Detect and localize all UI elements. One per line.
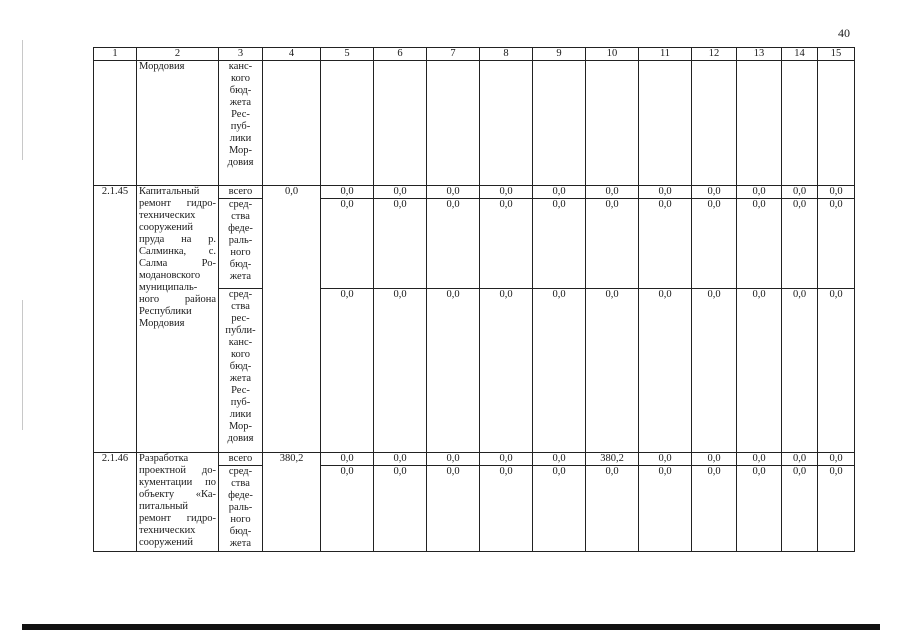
- value-cell: 0,0: [374, 466, 427, 552]
- value-cell: 0,0: [321, 466, 374, 552]
- page-number: 40: [838, 26, 850, 40]
- value-cell: 0,0: [427, 466, 480, 552]
- value-cell: 0,0: [639, 199, 692, 289]
- value-cell: 0,0: [782, 453, 818, 466]
- value-cell: 0,0: [321, 199, 374, 289]
- value-cell: [639, 61, 692, 186]
- value-cell: 0,0: [480, 199, 533, 289]
- value-cell: 0,0: [427, 289, 480, 453]
- value-cell: 0,0: [818, 199, 855, 289]
- code-cell: 2.1.45: [94, 186, 137, 453]
- table-row: [94, 453, 855, 466]
- value-cell: 0,0: [737, 466, 782, 552]
- column-number-cell: 11: [639, 48, 692, 61]
- source-cell: всего: [219, 453, 263, 466]
- column-number-cell: 9: [533, 48, 586, 61]
- value-cell: 0,0: [737, 199, 782, 289]
- value-cell: 0,0: [692, 453, 737, 466]
- value-cell: 0,0: [533, 453, 586, 466]
- value-cell: 0,0: [374, 453, 427, 466]
- column-number-cell: 7: [427, 48, 480, 61]
- value-cell: 0,0: [782, 186, 818, 199]
- budget-table: [93, 47, 855, 552]
- value-cell: 0,0: [586, 186, 639, 199]
- value-cell: 0,0: [480, 186, 533, 199]
- value-cell: [586, 61, 639, 186]
- column-number-cell: 14: [782, 48, 818, 61]
- column-number-row: [94, 48, 855, 61]
- value-cell: 0,0: [692, 186, 737, 199]
- value-cell: 0,0: [374, 289, 427, 453]
- value-cell: [737, 61, 782, 186]
- table-row: [94, 61, 855, 186]
- value-cell: 0,0: [818, 466, 855, 552]
- value-cell: [480, 61, 533, 186]
- value-cell: [818, 61, 855, 186]
- value-cell: 380,2: [263, 453, 321, 552]
- column-number-cell: 10: [586, 48, 639, 61]
- value-cell: 0,0: [533, 186, 586, 199]
- value-cell: 0,0: [782, 199, 818, 289]
- column-number-cell: 1: [94, 48, 137, 61]
- value-cell: 0,0: [533, 466, 586, 552]
- code-cell: 2.1.46: [94, 453, 137, 552]
- value-cell: 0,0: [374, 186, 427, 199]
- value-cell: 0,0: [480, 466, 533, 552]
- column-number-cell: 4: [263, 48, 321, 61]
- value-cell: 0,0: [818, 186, 855, 199]
- scan-margin-mark: [22, 40, 23, 160]
- value-cell: 0,0: [263, 186, 321, 453]
- value-cell: [533, 61, 586, 186]
- value-cell: 0,0: [586, 199, 639, 289]
- source-cell: сред- ства феде- раль- ного бюд- жета: [219, 466, 263, 552]
- value-cell: 0,0: [427, 199, 480, 289]
- column-number-cell: 8: [480, 48, 533, 61]
- name-cell: Мордовия: [137, 61, 219, 186]
- name-cell: Капитальный ремонт гидро-технических сооружений пруда на р. Салминка, с. Салма Ро-модановского муниципаль-ного района Республики Мордовия: [137, 186, 219, 453]
- value-cell: 0,0: [737, 289, 782, 453]
- column-number-cell: 5: [321, 48, 374, 61]
- table-row: [94, 186, 855, 199]
- scan-margin-mark: [22, 300, 23, 430]
- column-number-cell: 3: [219, 48, 263, 61]
- value-cell: 0,0: [586, 466, 639, 552]
- value-cell: 0,0: [321, 186, 374, 199]
- value-cell: 0,0: [533, 289, 586, 453]
- source-cell: всего: [219, 186, 263, 199]
- value-cell: 380,2: [586, 453, 639, 466]
- source-cell: сред- ства феде- раль- ного бюд- жета: [219, 199, 263, 289]
- value-cell: 0,0: [818, 289, 855, 453]
- value-cell: 0,0: [321, 453, 374, 466]
- value-cell: 0,0: [737, 186, 782, 199]
- value-cell: 0,0: [639, 186, 692, 199]
- value-cell: 0,0: [533, 199, 586, 289]
- value-cell: [782, 61, 818, 186]
- value-cell: [321, 61, 374, 186]
- value-cell: 0,0: [427, 186, 480, 199]
- value-cell: 0,0: [374, 199, 427, 289]
- column-number-cell: 2: [137, 48, 219, 61]
- value-cell: [374, 61, 427, 186]
- value-cell: 0,0: [586, 289, 639, 453]
- column-number-cell: 13: [737, 48, 782, 61]
- code-cell: [94, 61, 137, 186]
- value-cell: 0,0: [692, 466, 737, 552]
- value-cell: 0,0: [480, 453, 533, 466]
- value-cell: 0,0: [639, 289, 692, 453]
- value-cell: 0,0: [692, 199, 737, 289]
- value-cell: [263, 61, 321, 186]
- value-cell: 0,0: [737, 453, 782, 466]
- column-number-cell: 15: [818, 48, 855, 61]
- value-cell: 0,0: [692, 289, 737, 453]
- value-cell: [692, 61, 737, 186]
- value-cell: 0,0: [321, 289, 374, 453]
- value-cell: 0,0: [818, 453, 855, 466]
- name-cell: Разработка проектной до-кументации по объекту «Ка-питальный ремонт гидро-технических сооружений: [137, 453, 219, 552]
- value-cell: 0,0: [480, 289, 533, 453]
- value-cell: 0,0: [639, 453, 692, 466]
- value-cell: [427, 61, 480, 186]
- value-cell: 0,0: [782, 289, 818, 453]
- value-cell: 0,0: [427, 453, 480, 466]
- column-number-cell: 12: [692, 48, 737, 61]
- value-cell: 0,0: [782, 466, 818, 552]
- column-number-cell: 6: [374, 48, 427, 61]
- scan-bottom-edge: [22, 624, 880, 630]
- source-cell: сред- ства рес- публи- канс- кого бюд- жета Рес- пуб- лики Мор- довия: [219, 289, 263, 453]
- value-cell: 0,0: [639, 466, 692, 552]
- source-cell: канс- кого бюд- жета Рес- пуб- лики Мор- довия: [219, 61, 263, 186]
